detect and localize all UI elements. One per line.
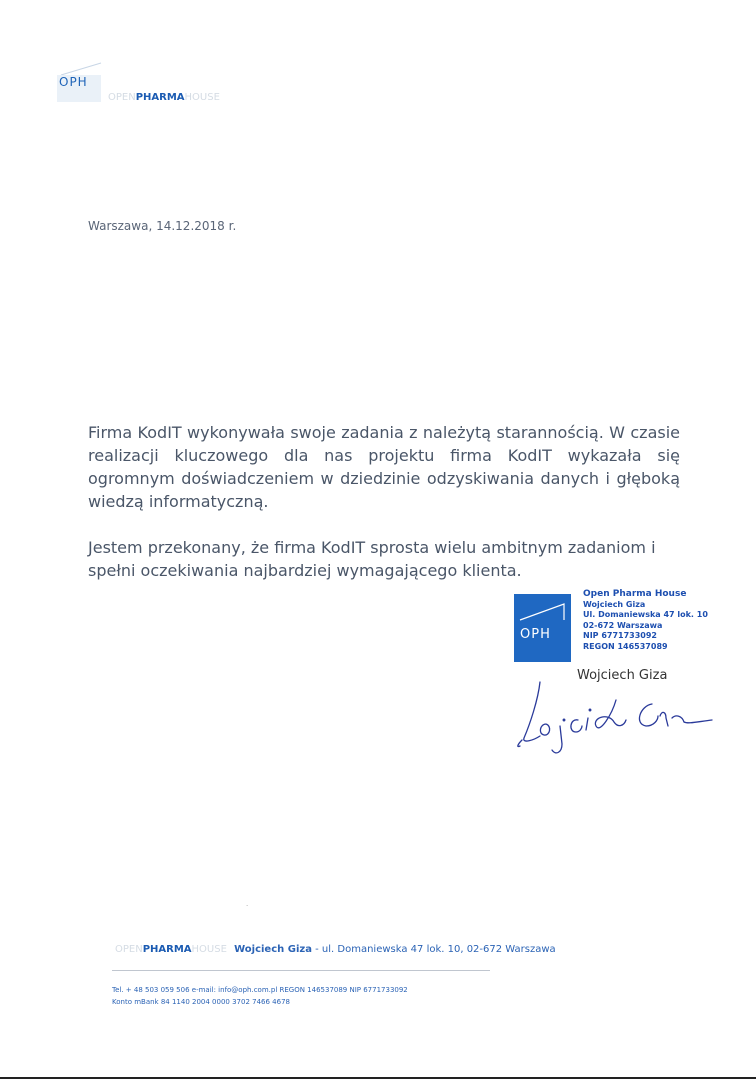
footer-brand-open: OPEN xyxy=(115,944,143,955)
letter-paragraph-2: Jestem przekonany, że firma KodIT sprosta wielu ambitnym zadaniom i spełni oczekiwania najbardziej wymagającego klienta. xyxy=(88,538,656,580)
footer-name: Wojciech Giza xyxy=(234,944,312,955)
brand-pharma: PHARMA xyxy=(135,92,185,103)
signer-name: Wojciech Giza xyxy=(577,668,668,683)
stamp-street: Ul. Domaniewska 47 lok. 10 xyxy=(583,610,708,619)
stamp-roof-icon xyxy=(514,594,571,624)
footer-brand-pharma: PHARMA xyxy=(142,944,192,955)
handwritten-signature xyxy=(512,680,722,770)
logo-roof-icon xyxy=(55,62,103,76)
letter-date: Warszawa, 14.12.2018 r. xyxy=(88,219,237,233)
footer-contact: Tel. + 48 503 059 506 e-mail: info@oph.com.pl REGON 146537089 NIP 6771733092 xyxy=(112,986,408,994)
stamp-nip: NIP 6771733092 xyxy=(583,631,657,640)
stamp-logo-text: OPH xyxy=(520,627,551,642)
footer-divider xyxy=(112,970,490,971)
stamp-city: 02-672 Warszawa xyxy=(583,620,663,630)
letter-paragraph-1: Firma KodIT wykonywała swoje zadania z należytą starannością. W czasie realizacji kluczowego dla nas projektu firma KodIT wykazała się ogromnym doświadczeniem w dziedzinie odzyskiwania danych i głęboką wiedzą informatyczną. xyxy=(88,423,680,511)
company-logo xyxy=(55,62,103,102)
footer-bank: Konto mBank 84 1140 2004 0000 3702 7466 4678 xyxy=(112,998,290,1006)
scan-speck: · xyxy=(246,902,249,910)
stamp-regon: REGON 146537089 xyxy=(583,641,668,651)
brand-house: HOUSE xyxy=(184,92,220,103)
stamp-person: Wojciech Giza xyxy=(583,599,646,609)
footer-address: - ul. Domaniewska 47 lok. 10, 02-672 Warszawa xyxy=(311,944,556,955)
logo-text: OPH xyxy=(59,75,88,89)
stamp-details xyxy=(583,589,708,652)
footer-brand-house: HOUSE xyxy=(191,944,227,955)
brand-name xyxy=(108,92,220,103)
stamp-logo xyxy=(514,594,571,662)
brand-open: OPEN xyxy=(108,92,136,103)
stamp-company: Open Pharma House xyxy=(583,589,687,599)
footer-address-line xyxy=(115,944,556,955)
